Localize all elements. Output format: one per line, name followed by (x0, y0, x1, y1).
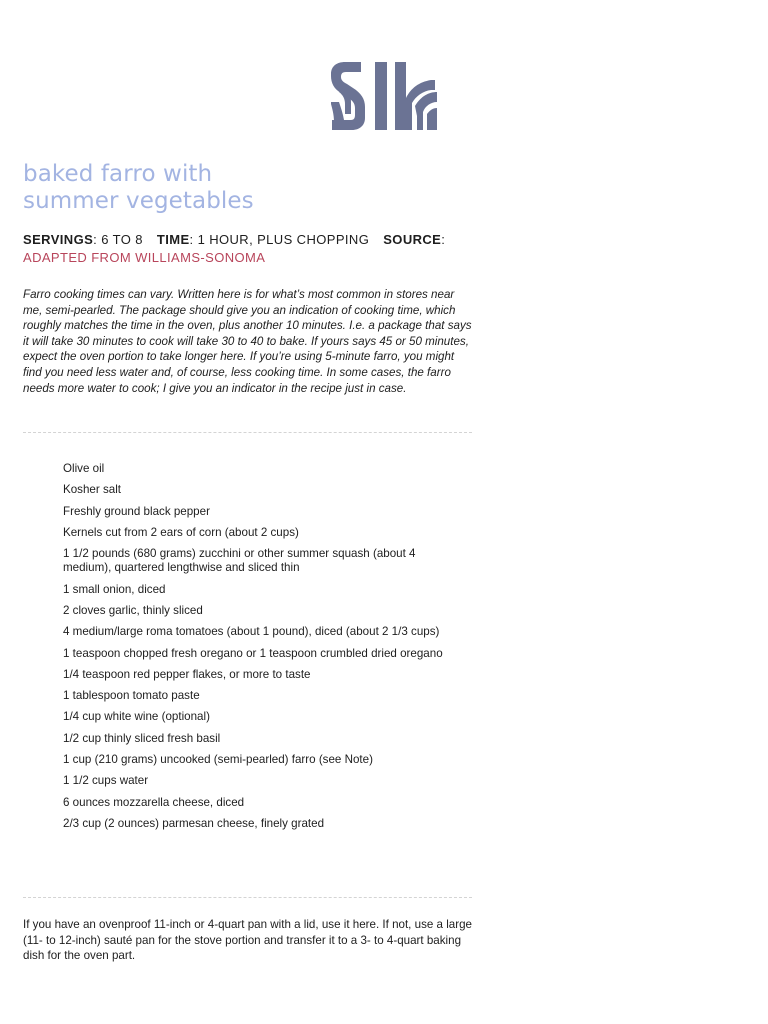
source-link[interactable]: ADAPTED FROM WILLIAMS-SONOMA (23, 250, 266, 265)
recipe-intro-note: Farro cooking times can vary. Written here is for what’s most common in stores near me, semi-pearled. The package should give you an indication of cooking time, which roughly matches the time in the oven, plus another 10 minutes. I.e. a package that says it will take 30 minutes to cook will take 30 to 40 to bake. If yours says 45 or 50 minutes, expect the oven portion to take longer here. If you’re using 5-minute farro, you might find you need less water and, of course, less cooking time. In some cases, the farro needs more water to cook; I give you an indicator in the recipe just in case. (23, 288, 472, 395)
sk-logo-icon[interactable] (331, 62, 437, 130)
recipe-title-line2: summer vegetables (23, 188, 254, 214)
recipe-title-line1: baked farro with (23, 161, 213, 187)
ingredient-item: Freshly ground black pepper (63, 504, 210, 518)
ingredient-item: 1 1/2 pounds (680 grams) zucchini or other summer squash (about 4 medium), quartered lengthwise and sliced thin (63, 547, 416, 575)
ingredient-item: 1 teaspoon chopped fresh oregano or 1 teaspoon crumbled dried oregano (63, 646, 443, 660)
ingredient-item: 2 cloves garlic, thinly sliced (63, 603, 203, 617)
ingredient-item: 1/2 cup thinly sliced fresh basil (63, 731, 221, 745)
recipe-meta: SERVINGS: 6 TO 8 TIME: 1 HOUR, PLUS CHOPPING SOURCE: ADAPTED FROM WILLIAMS-SONOMA (23, 232, 446, 265)
divider (23, 897, 472, 898)
divider (23, 432, 472, 433)
ingredient-list (63, 462, 443, 838)
ingredient-item: 1 small onion, diced (63, 582, 166, 596)
servings-value: 6 TO 8 (101, 232, 143, 247)
time-value: 1 HOUR, PLUS CHOPPING (197, 232, 370, 247)
ingredient-item: Olive oil (63, 462, 105, 475)
ingredient-item: 1/4 teaspoon red pepper flakes, or more to taste (63, 667, 311, 681)
ingredient-item: Kernels cut from 2 ears of corn (about 2 cups) (63, 525, 299, 539)
ingredient-item: 1 1/2 cups water (63, 774, 149, 788)
ingredient-item: 1 tablespoon tomato paste (63, 689, 200, 703)
ingredient-item: 2/3 cup (2 ounces) parmesan cheese, finely grated (63, 816, 325, 830)
time-label: TIME (156, 232, 190, 247)
directions-intro: If you have an ovenproof 11-inch or 4-quart pan with a lid, use it here. If not, use a large (11- to 12-inch) sauté pan for the stove portion and transfer it to a 3- to 4-quart baking dish for the oven part. (23, 918, 472, 963)
recipe-title (23, 161, 483, 215)
ingredient-item: Kosher salt (63, 483, 121, 497)
ingredient-item: 6 ounces mozzarella cheese, diced (63, 795, 245, 809)
ingredient-item: 4 medium/large roma tomatoes (about 1 pound), diced (about 2 1/3 cups) (63, 625, 440, 639)
ingredient-item: 1/4 cup white wine (optional) (63, 710, 210, 724)
ingredient-item: 1 cup (210 grams) uncooked (semi-pearled) farro (see Note) (63, 753, 373, 767)
source-label: SOURCE (383, 232, 442, 247)
servings-label: SERVINGS (23, 232, 94, 247)
